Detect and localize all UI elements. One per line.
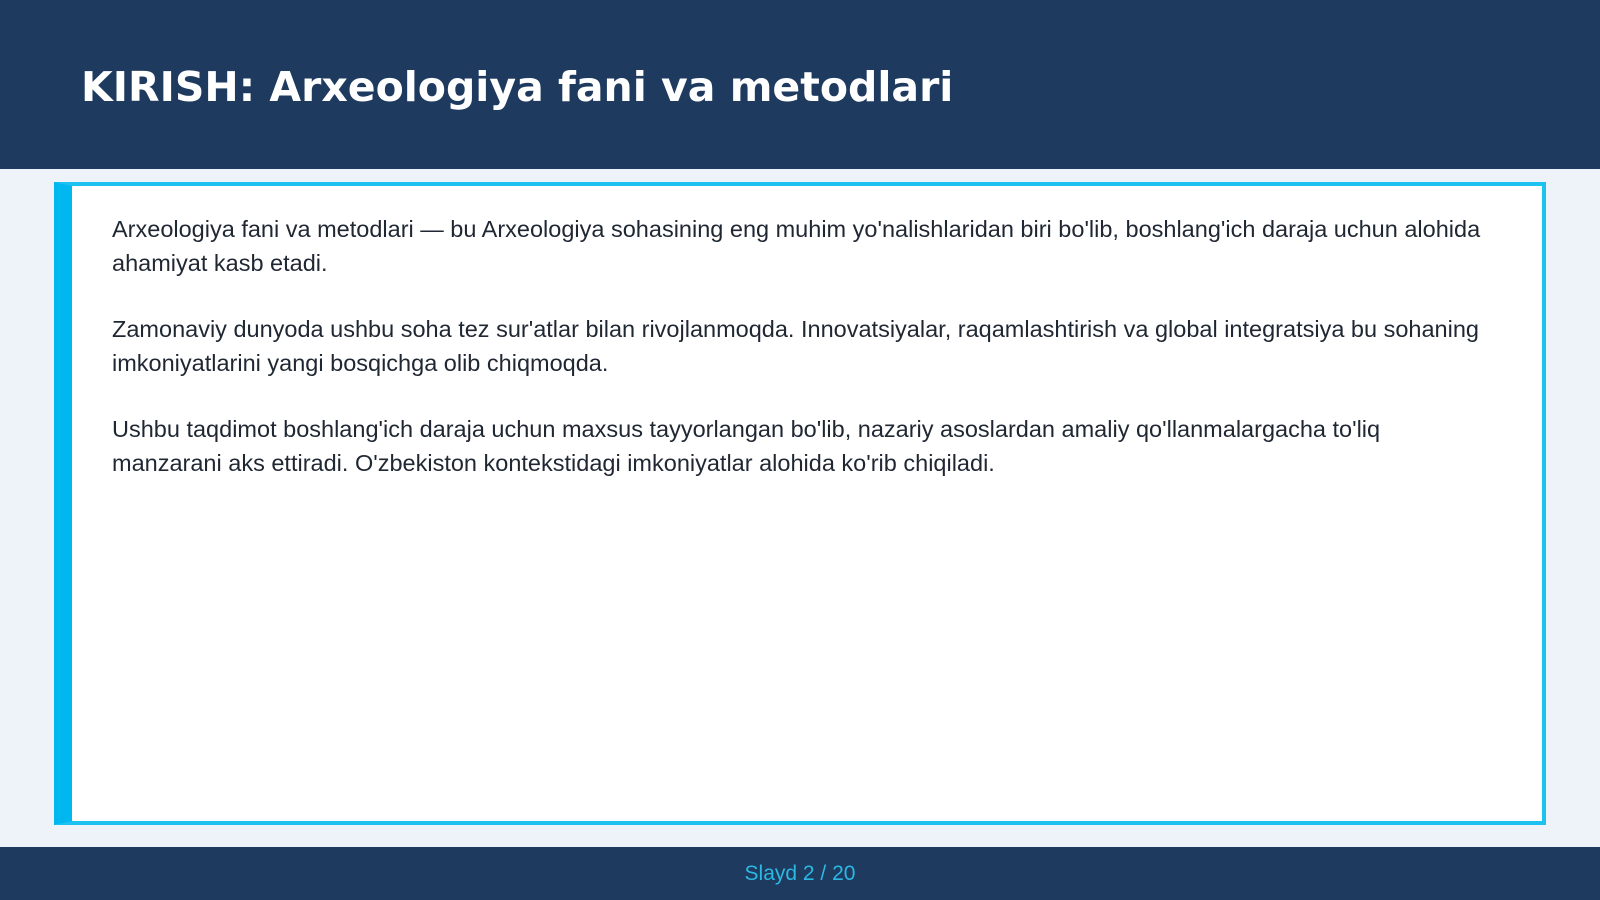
paragraph-modern-world: Zamonaviy dunyoda ushbu soha tez sur'atlar bilan rivojlanmoqda. Innovatsiyalar, raqamlashtirish va global integratsiya bu sohaning imkoniyatlarini yangi bosqichga olib chiqmoqda. (112, 316, 1479, 376)
paragraph-intro: Arxeologiya fani va metodlari — bu Arxeologiya sohasining eng muhim yo'nalishlaridan biri bo'lib, boshlang'ich daraja uchun alohida ahamiyat kasb etadi. (112, 216, 1481, 276)
paragraph-presentation-scope: Ushbu taqdimot boshlang'ich daraja uchun maxsus tayyorlangan bo'lib, nazariy asoslardan amaliy qo'llanmalargacha to'liq manzarani aks ettiradi. O'zbekiston kontekstidagi imkoniyatlar alohida ko'rib chiqiladi. (112, 416, 1381, 476)
slide-title: KIRISH: Arxeologiya fani va metodlari (81, 63, 954, 111)
slide-footer (0, 847, 1600, 900)
content-body (112, 212, 1492, 512)
slide-counter: Slayd 2 / 20 (744, 862, 856, 885)
slide-header (0, 0, 1600, 169)
